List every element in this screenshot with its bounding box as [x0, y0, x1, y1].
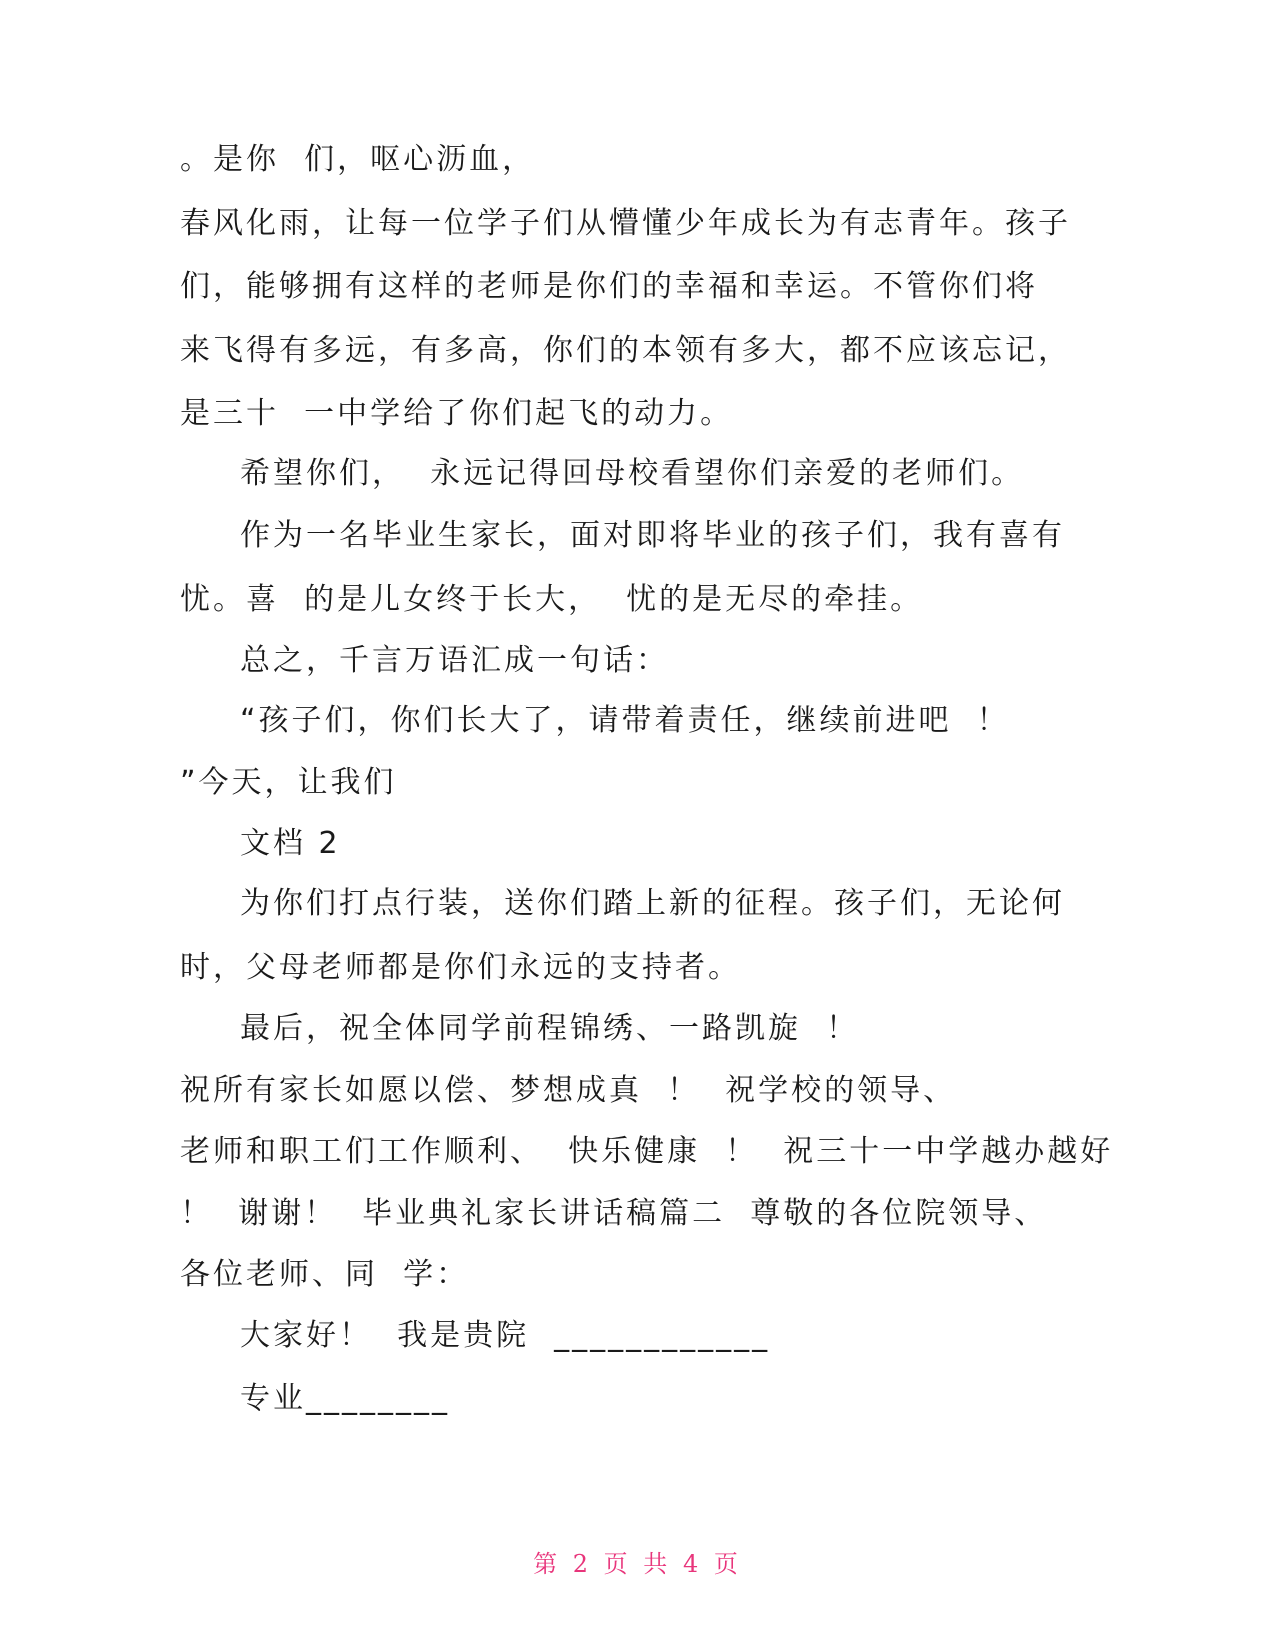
- text-line: 老师和职工们工作顺利、 快乐健康 ！ 祝三十一中学越办越好: [180, 1134, 1114, 1169]
- text-line: 作为一名毕业生家长，面对即将毕业的孩子们，我有喜有: [240, 518, 1065, 553]
- text-line: “孩子们，你们长大了，请带着责任，继续前进吧 ！: [240, 703, 1010, 738]
- page-number-footer: 第 2 页 共 4 页: [533, 1550, 742, 1578]
- text-line: 来飞得有多远，有多高，你们的本领有多大，都不应该忘记，: [180, 333, 1071, 368]
- text-line: 文档 2: [240, 826, 341, 861]
- text-line: 最后，祝全体同学前程锦绣、一路凯旋 ！: [240, 1011, 860, 1046]
- text-line: 。是你 们，呕心沥血，: [180, 142, 536, 177]
- text-line: ！ 谢谢！ 毕业典礼家长讲话稿篇二 尊敬的各位院领导、: [180, 1196, 1048, 1231]
- text-line: 各位老师、同 学：: [180, 1257, 470, 1292]
- text-line: 大家好！ 我是贵院 ____________: [240, 1318, 771, 1353]
- text-line: 春风化雨，让每一位学子们从懵懂少年成长为有志青年。孩子: [180, 206, 1071, 241]
- text-line: 忧。喜 的是儿女终于长大， 忧的是无尽的牵挂。: [180, 582, 924, 617]
- text-line: 是三十 一中学给了你们起飞的动力。: [180, 396, 734, 431]
- text-line: 祝所有家长如愿以偿、梦想成真 ！ 祝学校的领导、: [180, 1073, 957, 1108]
- text-line: 专业________: [240, 1381, 450, 1416]
- text-line: 总之，千言万语汇成一句话：: [240, 643, 669, 678]
- text-line: ”今天，让我们: [180, 765, 397, 800]
- text-line: 为你们打点行装，送你们踏上新的征程。孩子们，无论何: [240, 886, 1065, 921]
- text-line: 们，能够拥有这样的老师是你们的幸福和幸运。不管你们将: [180, 269, 1038, 304]
- text-line: 希望你们， 永远记得回母校看望你们亲爱的老师们。: [240, 456, 1025, 491]
- text-line: 时，父母老师都是你们永远的支持者。: [180, 950, 741, 985]
